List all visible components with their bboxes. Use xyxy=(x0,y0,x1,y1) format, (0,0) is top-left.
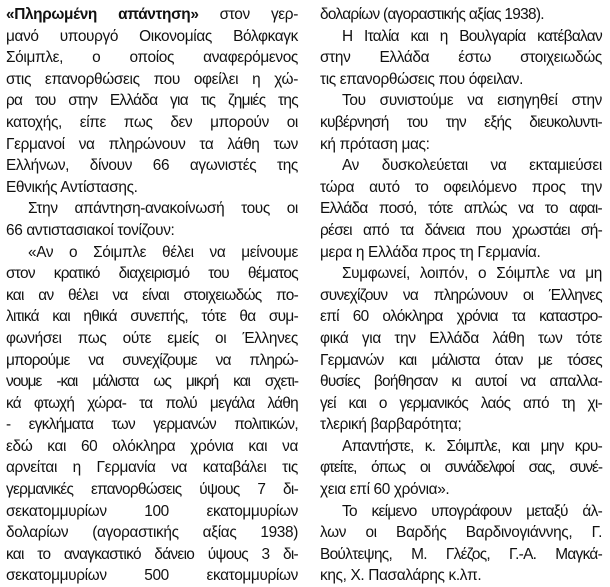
article-lead: «Πληρωμένη απάντηση» xyxy=(6,6,199,23)
text-line: Σόιμπλε, ο οποίος αναφερόμενος xyxy=(6,49,298,67)
text-line: φικά για την Ελλάδα λάθη των τότε xyxy=(320,329,602,347)
text-line: στην Ελλάδα έστω στοιχειωδώς xyxy=(320,49,602,67)
text-line: Η Ιταλία και η Βουλγαρία κατέβαλαν xyxy=(342,27,602,45)
text-line: φτείτε, όπως οι συνάδελφοί σας, συνέ- xyxy=(320,459,602,477)
text-line: νουμε -και μάλιστα ως μικρή και σχετι- xyxy=(6,373,298,391)
text-line: γερμανικές επανορθώσεις ύψους 7 δι- xyxy=(6,481,298,499)
right-column xyxy=(320,4,602,587)
text-line: συνεχίζουν να πληρώνουν οι Έλληνες xyxy=(320,286,602,304)
text-line: τις επανορθώσεις που όφειλαν. xyxy=(320,70,524,88)
text-line: Εθνικής Αντίστασης. xyxy=(6,178,138,196)
text-line: Το κείμενο υπογράφουν μεταξύ άλ- xyxy=(342,502,602,520)
text-line: κατοχής, είπε πως δεν μπορούν οι xyxy=(6,113,298,131)
text-line: λων οι Βαρδής Βαρδινογιάννης, Γ. xyxy=(320,524,602,542)
text-line: και αν θέλει να είναι στοιχειωδώς πο- xyxy=(6,286,298,304)
text-line: κή πρόταση μας: xyxy=(320,135,430,153)
text-line: επί 60 ολόκληρα χρόνια τα καταστρο- xyxy=(320,308,602,326)
text-line: μερα η Ελλάδα προς τη Γερμανία. xyxy=(320,243,541,261)
text-line: γεί και ο γερμανικός λαός από τη χι- xyxy=(320,394,602,412)
text-line: Ελλάδα ποσό, τότε απλώς να το αφαι- xyxy=(320,200,602,218)
text-line: Απαντήστε, κ. Σόιμπλε, και μην κρυ- xyxy=(342,437,602,455)
text-line: ρέσει από τα δάνεια που χρωστάει σή- xyxy=(320,221,602,239)
text-line: Βούλτεψης, Μ. Γλέζος, Γ.-Α. Μαγκά- xyxy=(320,545,602,563)
text-line: - εγκλήματα των γερμανών πολιτικών, xyxy=(6,416,298,434)
text-line: φωνήσει πως ούτε εμείς οι Έλληνες xyxy=(6,329,298,347)
text-line: εδώ και 60 ολόκληρα χρόνια και να xyxy=(6,437,298,455)
text-line: Γερμανοί να πληρώνουν τα λάθη των xyxy=(6,135,298,153)
text-line: «Αν ο Σόιμπλε θέλει να μείνουμε xyxy=(28,243,298,261)
text-line: τώρα αυτό το οφειλόμενο προς την xyxy=(320,178,602,196)
text-line: χεια επί 60 χρόνια». xyxy=(320,481,450,499)
text-line: κά φτωχή χώρα- τα πολύ μεγάλα λάθη xyxy=(6,394,298,412)
text-line: τλερική βαρβαρότητα; xyxy=(320,416,462,434)
left-column xyxy=(6,4,298,587)
text-line: κυβέρνησή του την εξής διευκολυντι- xyxy=(320,113,602,131)
text-line: κης, Χ. Πασαλάρης κ.λπ. xyxy=(320,567,482,585)
text-line: Γερμανών και μάλιστα όταν με τόσες xyxy=(320,351,602,369)
text-line: Ελλήνων, δίνουν 66 αγωνιστές της xyxy=(6,157,298,175)
text-line: μπορούμε να συνεχίζουμε να πληρώ- xyxy=(6,351,298,369)
text-line: και το αναγκαστικό δάνειο ύψους 3 δι- xyxy=(6,545,298,563)
text-line: 66 αντιστασιακοί τονίζουν: xyxy=(6,221,175,239)
text-line: Συμφωνεί, λοιπόν, ο Σόιμπλε να μη xyxy=(342,265,602,283)
text-line: σεκατομμυρίων 500 εκατομμυρίων xyxy=(6,567,298,585)
text-line: ρα του στην Ελλάδα για τις ζημιές της xyxy=(6,92,298,110)
text-line: στις επανορθώσεις που οφείλει η χώ- xyxy=(6,70,298,88)
text-line: Στην απάντηση-ανακοίνωσή τους οι xyxy=(28,200,298,218)
text-line: «Πληρωμένη απάντηση» στον γερ- xyxy=(6,6,298,23)
text-line: αρνείται η Γερμανία να καταβάλει τις xyxy=(6,459,298,477)
text-line: δολαρίων (αγοραστικής αξίας 1938) xyxy=(6,524,298,542)
text-line: μανό υπουργό Οικονομίας Βόλφκαγκ xyxy=(6,27,298,45)
text-line: Του συνιστούμε να εισηγηθεί στην xyxy=(342,92,602,110)
text-line: σεκατομμυρίων 100 εκατομμυρίων xyxy=(6,502,298,520)
text-line: δολαρίων (αγοραστικής αξίας 1938). xyxy=(320,6,544,23)
text-line: θυσίες βοήθησαν κι αυτοί να απαλλα- xyxy=(320,373,602,391)
text-line: στον κρατικό διαχειρισμό του θέματος xyxy=(6,265,298,283)
text-line: Αν δυσκολεύεται να εκταμιεύσει xyxy=(342,157,602,175)
text-line: λιτικά και ηθικά συνεπής, τότε θα συμ- xyxy=(6,308,298,326)
